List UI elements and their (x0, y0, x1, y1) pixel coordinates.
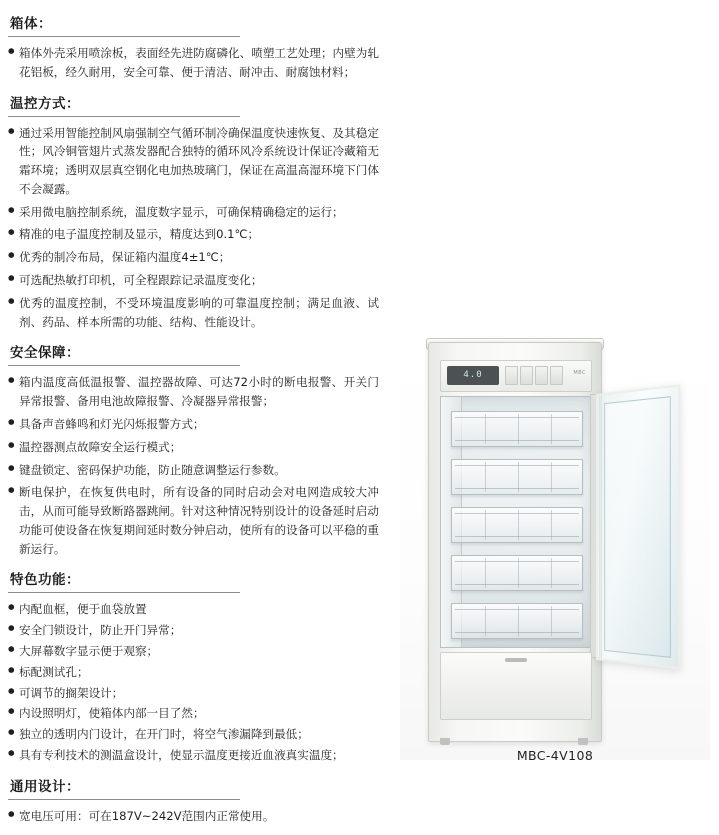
section-safety (8, 341, 390, 558)
lower-compartment (440, 652, 592, 720)
glass-door (596, 384, 680, 669)
section-features (8, 568, 390, 764)
shelf-basket (451, 507, 583, 543)
list-item: ● 安全门锁设计，防止开门异常； (8, 621, 379, 640)
list-item: ● 具备声音蜂鸣和灯光闪烁报警方式； (8, 415, 379, 434)
section-bullet-list (8, 44, 390, 82)
section-temperature-control (8, 92, 390, 332)
section-bullet-list (8, 600, 390, 764)
cabinet-foot (578, 738, 588, 745)
control-keypad (505, 366, 563, 385)
section-bullet-list (8, 373, 390, 558)
cabinet-foot (440, 738, 450, 745)
list-item: ● 采用微电脑控制系统，温度数字显示，可确保精确稳定的运行； (8, 203, 379, 222)
list-item: ● 宽电压可用：可在187V~242V范围内正常使用。 (8, 807, 379, 826)
section-bullet-list (8, 807, 390, 826)
section-general-design (8, 775, 390, 826)
list-item: ● 独立的透明内门设计，在开门时，将空气渗漏降到最低； (8, 725, 379, 744)
drawer-handle (505, 658, 527, 662)
list-item: ● 可选配热敏打印机，可全程跟踪记录温度变化； (8, 271, 379, 290)
list-item: ● 优秀的温度控制，不受环境温度影响的可靠温度控制；满足血液、试剂、药品、样本所需的功能、结构、性能设计。 (8, 294, 379, 332)
section-cabinet (8, 12, 390, 82)
list-item: ● 标配测试孔； (8, 663, 379, 682)
product-model-caption: MBC-4V108 (516, 748, 594, 763)
list-item: ● 内设照明灯，使箱体内部一目了然； (8, 704, 379, 723)
list-item: ● 大屏幕数字显示便于观察； (8, 642, 379, 661)
section-heading: 通用设计： (8, 775, 240, 800)
section-heading: 温控方式： (8, 92, 240, 117)
list-item: ● 键盘锁定、密码保护功能，防止随意调整运行参数。 (8, 461, 379, 480)
list-item: ● 内配血框，便于血袋放置 (8, 600, 379, 619)
list-item: ● 通过采用智能控制风扇强制空气循环制冷确保温度快速恢复、及其稳定性；风冷铜管翅片式蒸发器配合独特的循环风冷系统设计保证冷藏箱无霜环境；透明双层真空钢化电加热玻璃门，保证在高温高湿环境下门体不会凝露。 (8, 124, 379, 199)
section-heading: 特色功能： (8, 568, 240, 593)
panel-brand-label: MBC (573, 370, 586, 376)
list-item: ● 可调节的搁架设计； (8, 684, 379, 703)
shelf-basket (451, 555, 583, 591)
list-item: ● 箱内温度高低温报警、温控器故障、可达72小时的断电报警、开关门异常报警、备用电池故障报警、冷凝器异常报警； (8, 373, 379, 411)
cabinet-interior (440, 396, 592, 648)
panel-key (535, 366, 548, 385)
temperature-display: 4.0 (447, 366, 499, 385)
panel-key (520, 366, 533, 385)
list-item: ● 断电保护，在恢复供电时，所有设备的同时启动会对电网造成较大冲击，从而可能导致断路器跳闸。针对这种情况特别设计的设备延时启动功能可使设备在恢复期间延时数分钟启动，使所有的设备可以平稳的重新运行。 (8, 483, 379, 558)
list-item: ● 优秀的制冷布局，保证箱内温度4±1℃； (8, 248, 379, 267)
list-item: ● 温控器测点故障安全运行模式； (8, 438, 379, 457)
shelf-basket (451, 603, 583, 639)
shelf-basket (451, 411, 583, 447)
control-panel (440, 360, 592, 392)
section-heading: 安全保障： (8, 341, 240, 366)
list-item: ● 精准的电子温度控制及显示，精度达到0.1℃； (8, 225, 379, 244)
product-photo (400, 330, 710, 763)
panel-key (550, 366, 563, 385)
panel-key (505, 366, 518, 385)
list-item: ● 箱体外壳采用喷涂板，表面经先进防腐磷化、喷塑工艺处理；内壁为轧花铝板，经久耐用，安全可靠、便于清洁、耐冲击、耐腐蚀材料； (8, 44, 379, 82)
section-bullet-list (8, 124, 390, 332)
shelf-basket (451, 459, 583, 495)
list-item: ● 具有专利技术的测温盒设计，使显示温度更接近血液真实温度； (8, 746, 379, 765)
section-heading: 箱体： (8, 12, 240, 37)
